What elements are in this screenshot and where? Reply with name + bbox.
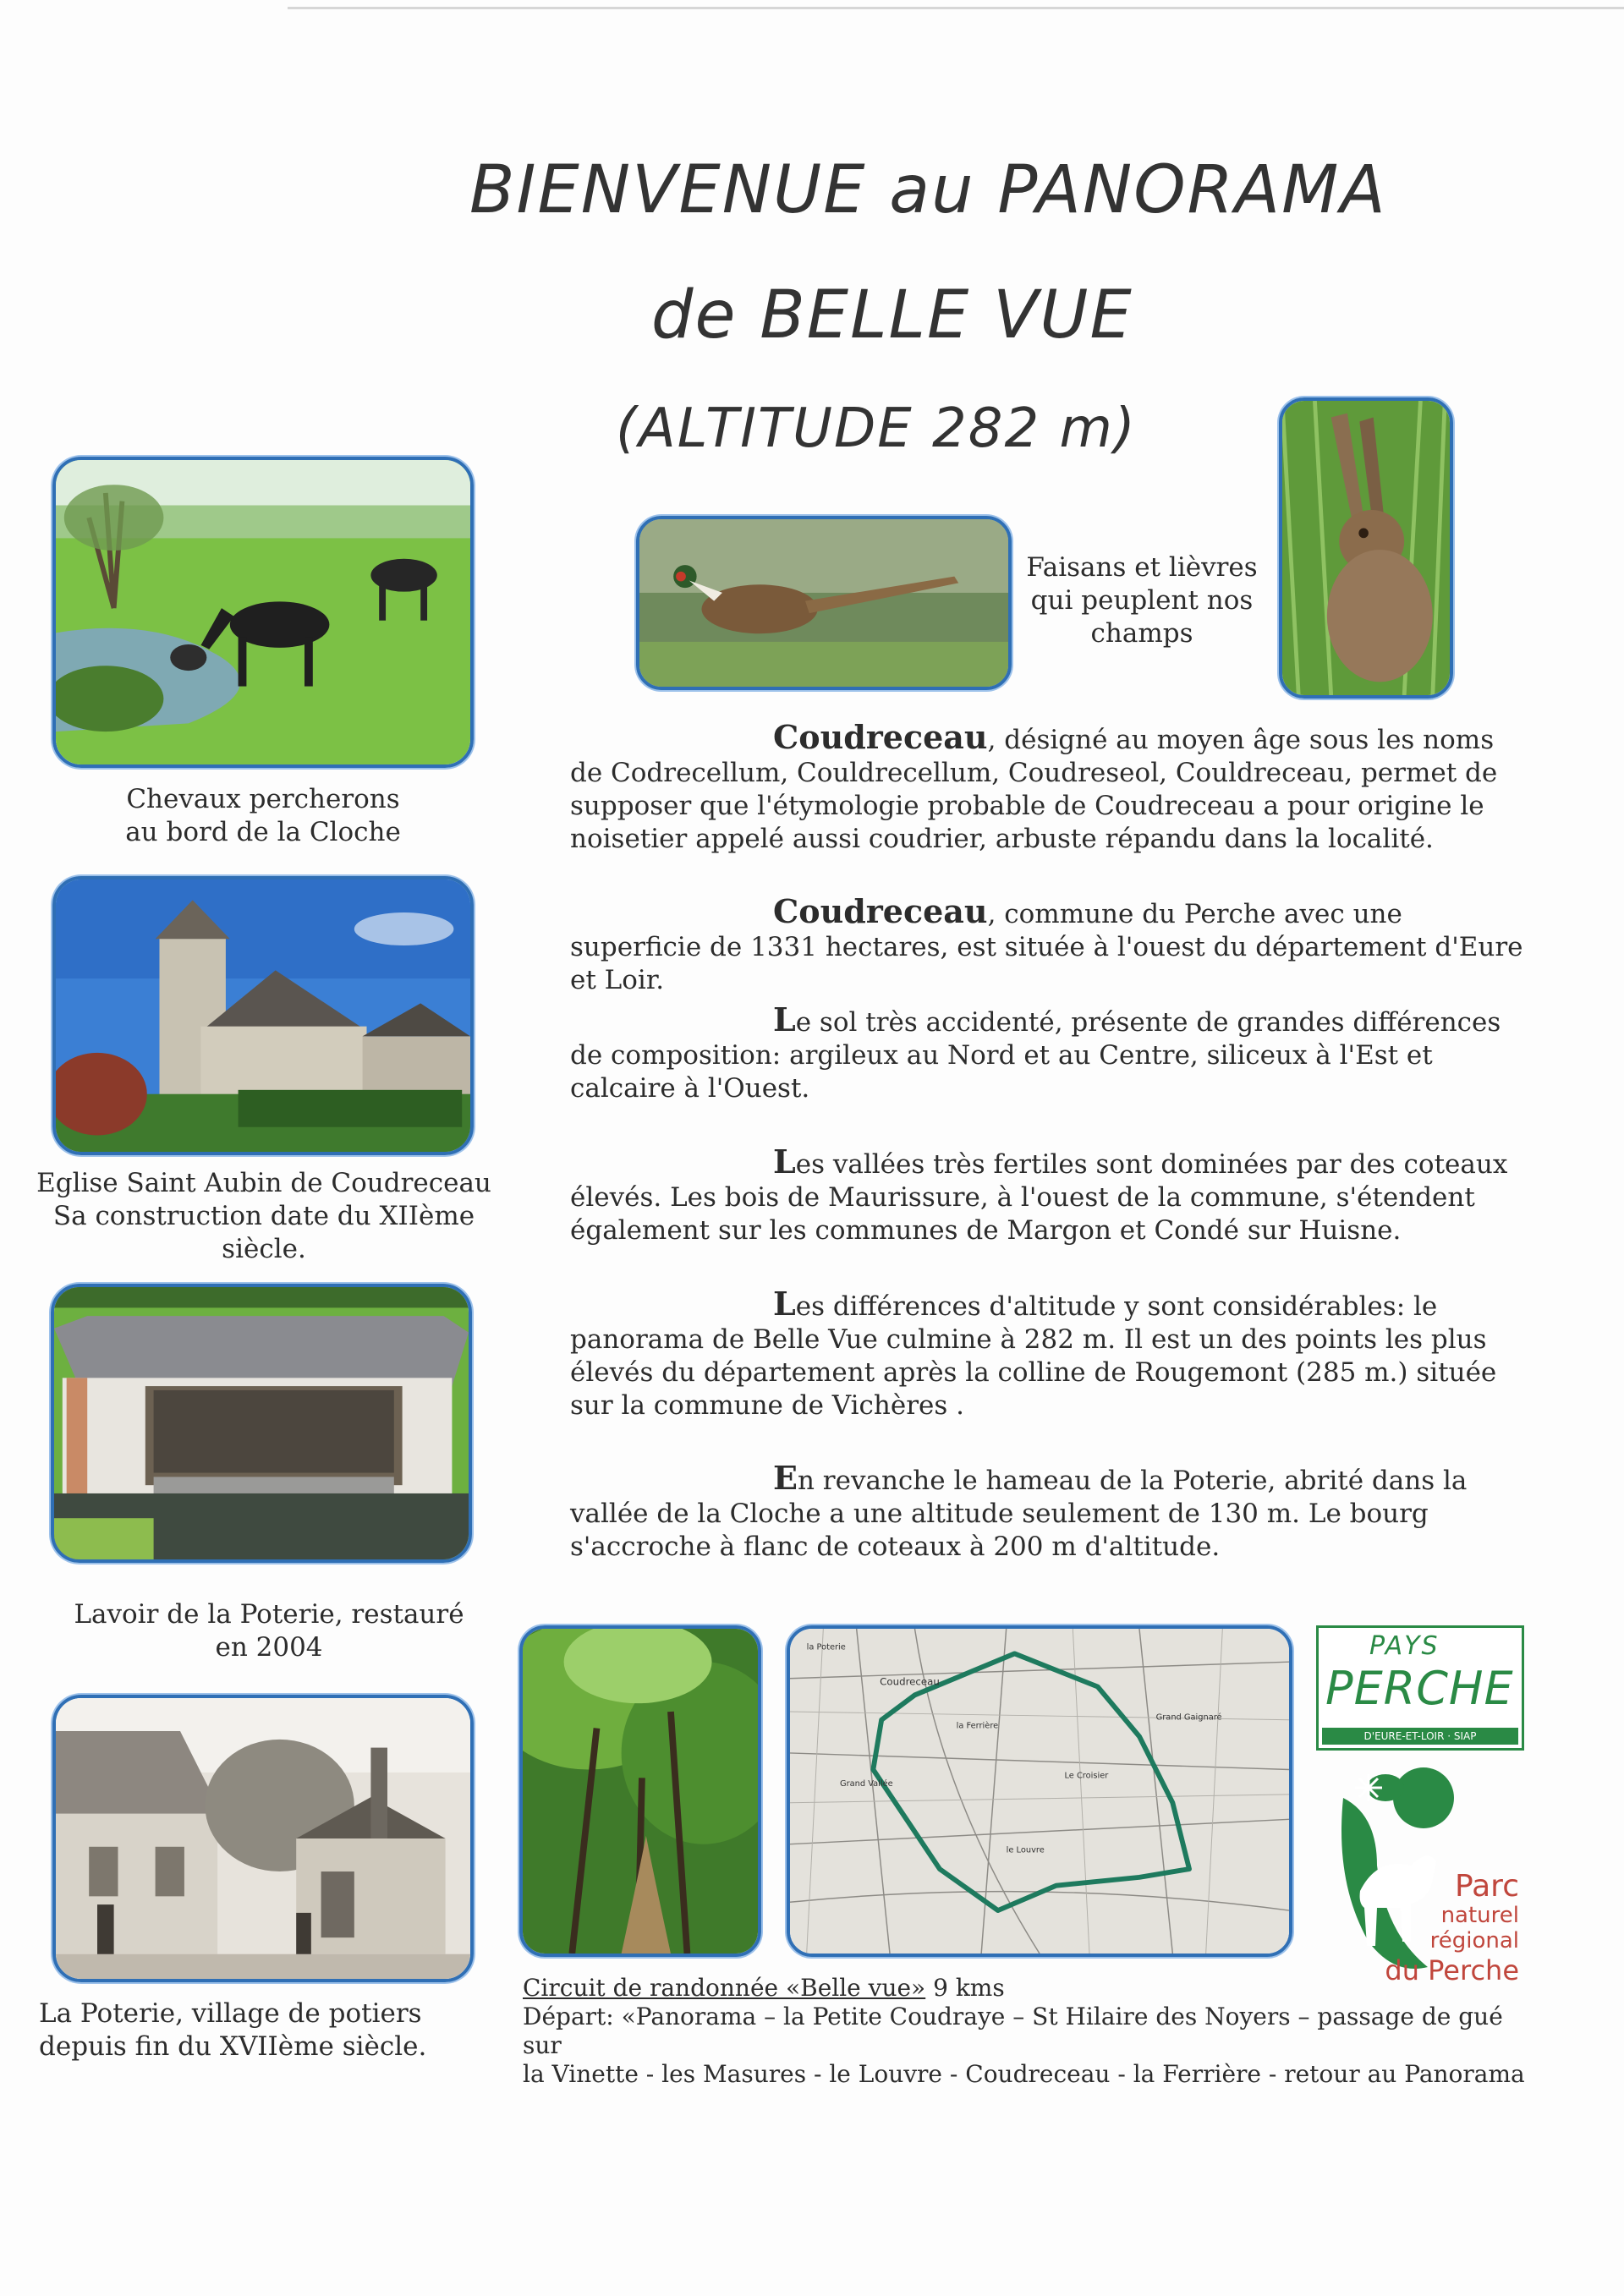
church-caption — [29, 1167, 499, 1266]
church-photo — [52, 876, 474, 1155]
hike-route-line: la Vinette - les Masures - le Louvre - Coudreceau - la Ferrière - retour au Panorama — [523, 2060, 1525, 2088]
caption-line: depuis fin du XVIIème siècle. — [39, 2031, 427, 2062]
caption-line: Sa construction date du XIIème — [52, 1201, 475, 1231]
paragraph-text: es différences d'altitude y sont considérables: le panorama de Belle Vue culmine à 282 m. Il est un des points les plus élevés du département après la colline de Rougemont (285 m.) située sur la commune de Vichères . — [570, 1291, 1497, 1421]
pheasant-photo — [636, 516, 1012, 690]
paragraph — [570, 1461, 1501, 1564]
hike-title: Circuit de randonnée «Belle vue» — [523, 1974, 926, 2002]
paragraph — [570, 892, 1526, 997]
caption-line: en 2004 — [215, 1632, 323, 1663]
page-title: BIENVENUE au PANORAMA — [469, 152, 1387, 228]
paragraph-lead: L — [773, 1143, 796, 1181]
map-label: Grand Gaignaré — [1155, 1712, 1222, 1723]
parc-text — [1385, 1871, 1519, 1987]
map-label: Le Croisier — [1064, 1771, 1109, 1781]
paragraph-lead: Coudreceau — [773, 718, 988, 756]
parc-text-line: régional — [1429, 1928, 1519, 1954]
paragraph-lead: L — [773, 1285, 796, 1323]
caption-line: qui peuplent nos — [1030, 585, 1254, 616]
parc-text-line: naturel — [1440, 1903, 1519, 1928]
paragraph-text: es vallées très fertiles sont dominées par des coteaux élevés. Les bois de Maurissure, à l'ouest de la commune, s'étendent également sur les communes de Margon et Condé sur Huisne. — [570, 1149, 1508, 1246]
map-label-town: Coudreceau — [880, 1675, 940, 1688]
caption-line: Faisans et lièvres — [1026, 552, 1258, 583]
map-label: la Ferrière — [956, 1721, 999, 1731]
paragraph — [570, 718, 1526, 856]
paragraph-text: , désigné au moyen âge sous les noms de Codrecellum, Couldrecellum, Coudreseol, Couldreceau, permet de supposer que l'étymologie probable de Coudreceau a pour origine le noisetier appelé aussi coudrier, arbuste répandu dans la localité. — [570, 725, 1498, 854]
poterie-caption — [39, 1997, 496, 2063]
map-label: Grand Vallée — [840, 1779, 893, 1789]
horses-photo — [52, 457, 474, 768]
lavoir-caption — [34, 1598, 504, 1664]
parc-naturel-logo — [1326, 1764, 1521, 2001]
forest-photo — [519, 1625, 761, 1957]
horses-caption — [52, 783, 474, 849]
paragraph-lead: E — [773, 1459, 798, 1497]
paragraph-lead: Coudreceau — [773, 892, 988, 930]
pays-perche-logo — [1316, 1625, 1524, 1751]
hike-distance: 9 kms — [925, 1974, 1005, 2002]
parc-text-line: Parc — [1455, 1869, 1519, 1904]
paragraph — [570, 1000, 1517, 1105]
wildlife-caption — [1012, 551, 1272, 650]
hare-photo — [1279, 397, 1453, 699]
altitude-subtitle: (ALTITUDE 282 m) — [616, 397, 1137, 460]
caption-line: Chevaux percherons — [126, 784, 400, 814]
caption-line: Eglise Saint Aubin de Coudreceau — [36, 1168, 491, 1198]
paragraph — [570, 1145, 1526, 1247]
map-label: le Louvre — [1006, 1845, 1045, 1855]
logo-subtext: D'EURE-ET-LOIR · SIAP — [1322, 1728, 1518, 1745]
paragraph-text: , commune du Perche avec une superficie de 1331 hectares, est située à l'ouest du département d'Eure et Loir. — [570, 899, 1523, 995]
lavoir-photo — [51, 1284, 472, 1563]
map-label: la Poterie — [806, 1642, 846, 1652]
paragraph-text: n revanche le hameau de la Poterie, abrité dans la vallée de la Cloche a une altitude seulement de 130 m. Le bourg s'accroche à flanc de coteaux à 200 m d'altitude. — [570, 1466, 1468, 1562]
paragraph — [570, 1287, 1501, 1422]
hiking-map — [787, 1625, 1292, 1957]
caption-line: champs — [1090, 618, 1193, 649]
poterie-photo — [52, 1695, 474, 1982]
page-title-line2: de BELLE VUE — [651, 277, 1133, 353]
logo-text: PERCHE — [1325, 1662, 1514, 1715]
paragraph-lead: L — [773, 1000, 796, 1038]
caption-line: siècle. — [222, 1234, 306, 1264]
logo-text: PAYS — [1369, 1631, 1440, 1661]
parc-text-line: du Perche — [1385, 1954, 1519, 1986]
caption-line: La Poterie, village de potiers — [39, 1998, 422, 2029]
caption-line: au bord de la Cloche — [125, 817, 401, 847]
paragraph-text: e sol très accidenté, présente de grandes différences de composition: argileux au Nord et au Centre, siliceux à l'Est et calcaire à l'Ouest. — [570, 1007, 1501, 1104]
caption-line: Lavoir de la Poterie, restauré — [74, 1599, 464, 1630]
hike-route-line: Départ: «Panorama – la Petite Coudraye – St Hilaire des Noyers – passage de gué sur — [523, 2003, 1503, 2059]
scan-top-edge — [288, 7, 1624, 9]
